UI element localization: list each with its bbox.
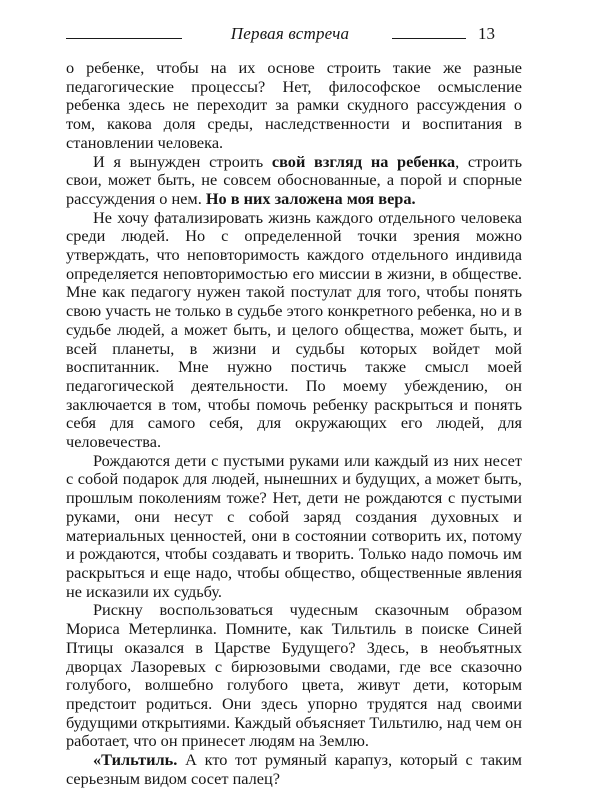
dialogue-line: А кто тот румяный карапуз, который с таким серьезным видом сосет палец?: [66, 750, 522, 788]
body-text: [66, 59, 522, 788]
page-number: 13: [478, 24, 495, 43]
dialogue-speaker: «Тильтиль.: [93, 750, 178, 770]
emphasis-my-faith: Но в них заложена моя вера.: [205, 188, 416, 208]
header-rule-right: [392, 38, 466, 39]
paragraph-dialogue: [66, 751, 522, 788]
paragraph-children-gifts: Рождаются дети с пустыми руками или каждый из них несет с собой подарок для людей, нынешних и будущих, а может быть, прошлым поколениям тоже? Нет, дети не рождаются с пустыми руками, они несут с собой заряд создания духовных и материальных ценностей, они в состоянии сотворить их, потому и рождаются, чтобы создавать и творить. Только надо помочь им раскрыться и еще надо, чтобы общество, общественные явления не исказили их судьбу.: [66, 450, 522, 601]
paragraph-own-view: [66, 153, 522, 209]
paragraph-continuation: о ребенке, чтобы на их основе строить такие же разные педагогические процессы? Нет, философское осмысление ребенка здесь не переходит за рамки скудного рассуждения о том, какова доля среды, наследственности и воспитания в становлении человека.: [66, 58, 522, 152]
paragraph-own-view-middle: , строить свои, может быть, не совсем обоснованные, а порой и спорные рассуждения о нем.: [66, 151, 522, 208]
running-title: Первая встреча: [230, 24, 350, 43]
paragraph-fatalism: Не хочу фатализировать жизнь каждого отдельного человека среди людей. Но с определенной точки зрения можно утверждать, что неповторимость каждого отдельного индивида определяется неповторимостью его миссии в жизни, в обществе. Мне как педагогу нужен такой постулат для того, чтобы понять свою участь не только в судьбе этого конкретного ребенка, но и в судьбе людей, а может быть, и целого общества, может быть, и всей планеты, в жизни и судьбы которых войдет мой воспитанник. Мне нужно постичь также смысл моей педагогической деятельности. По моему убеждению, он заключается в том, чтобы помочь ребенку раскрыться и понять себя для самого себя, для окружающих его людей, для человечества.: [66, 207, 522, 452]
emphasis-own-view: свой взгляд на ребенка: [271, 151, 456, 171]
paragraph-maeterlinck: Рискну воспользоваться чудесным сказочным образом Мориса Метерлинка. Помните, как Тильтиль в поиске Синей Птицы оказался в Царстве Будущего? Здесь, в необъятных дворцах Лазоревых с бирюзовыми сводами, где все сказочно голубого, волшебно голубого цвета, живут дети, которым предстоит родиться. Они здесь упорно трудятся над своими будущими открытиями. Каждый объясняет Тильтилю, над чем он работает, что он принесет людям на Землю.: [66, 600, 522, 751]
paragraph-own-view-lead: И я вынужден строить: [93, 151, 272, 171]
header-rule-left: [66, 38, 182, 39]
page-header: [0, 22, 600, 52]
